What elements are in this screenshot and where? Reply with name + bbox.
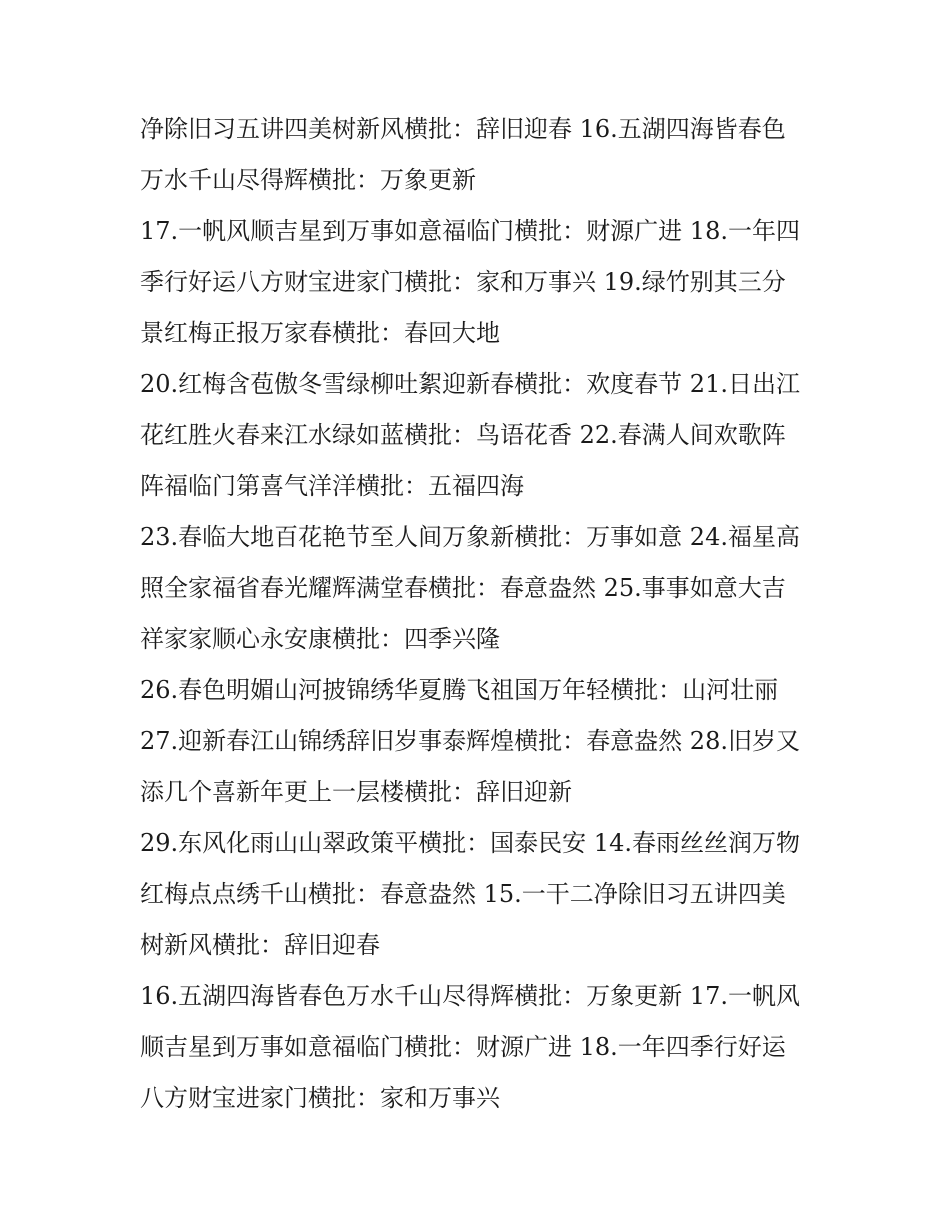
text-line: 27.迎新春江山锦绣辞旧岁事泰辉煌横批：春意盎然 28.旧岁又 (140, 727, 800, 755)
text-line: 23.春临大地百花艳节至人间万象新横批：万事如意 24.福星高 (140, 523, 800, 551)
text-line: 净除旧习五讲四美树新风横批：辞旧迎春 16.五湖四海皆春色 (140, 115, 786, 143)
text-line: 添几个喜新年更上一层楼横批：辞旧迎新 (140, 778, 572, 806)
text-line: 照全家福省春光耀辉满堂春横批：春意盎然 25.事事如意大吉 (140, 574, 786, 602)
text-line: 树新风横批：辞旧迎春 (140, 931, 380, 959)
text-line: 红梅点点绣千山横批：春意盎然 15.一干二净除旧习五讲四美 (140, 880, 786, 908)
text-line: 季行好运八方财宝进家门横批：家和万事兴 19.绿竹别其三分 (140, 268, 786, 296)
text-line: 26.春色明媚山河披锦绣华夏腾飞祖国万年轻横批：山河壮丽 (140, 676, 779, 704)
text-line: 祥家家顺心永安康横批：四季兴隆 (140, 625, 500, 653)
text-line: 顺吉星到万事如意福临门横批：财源广进 18.一年四季行好运 (140, 1033, 786, 1061)
text-line: 17.一帆风顺吉星到万事如意福临门横批：财源广进 18.一年四 (140, 217, 800, 245)
text-line: 花红胜火春来江水绿如蓝横批：鸟语花香 22.春满人间欢歌阵 (140, 421, 786, 449)
text-line: 29.东风化雨山山翠政策平横批：国泰民安 14.春雨丝丝润万物 (140, 829, 800, 857)
text-line: 20.红梅含苞傲冬雪绿柳吐絮迎新春横批：欢度春节 21.日出江 (140, 370, 800, 398)
body-text (140, 104, 820, 1124)
text-line: 万水千山尽得辉横批：万象更新 (140, 166, 476, 194)
text-line: 16.五湖四海皆春色万水千山尽得辉横批：万象更新 17.一帆风 (140, 982, 800, 1010)
text-line: 景红梅正报万家春横批：春回大地 (140, 319, 500, 347)
text-line: 八方财宝进家门横批：家和万事兴 (140, 1084, 500, 1112)
text-line: 阵福临门第喜气洋洋横批：五福四海 (140, 472, 524, 500)
